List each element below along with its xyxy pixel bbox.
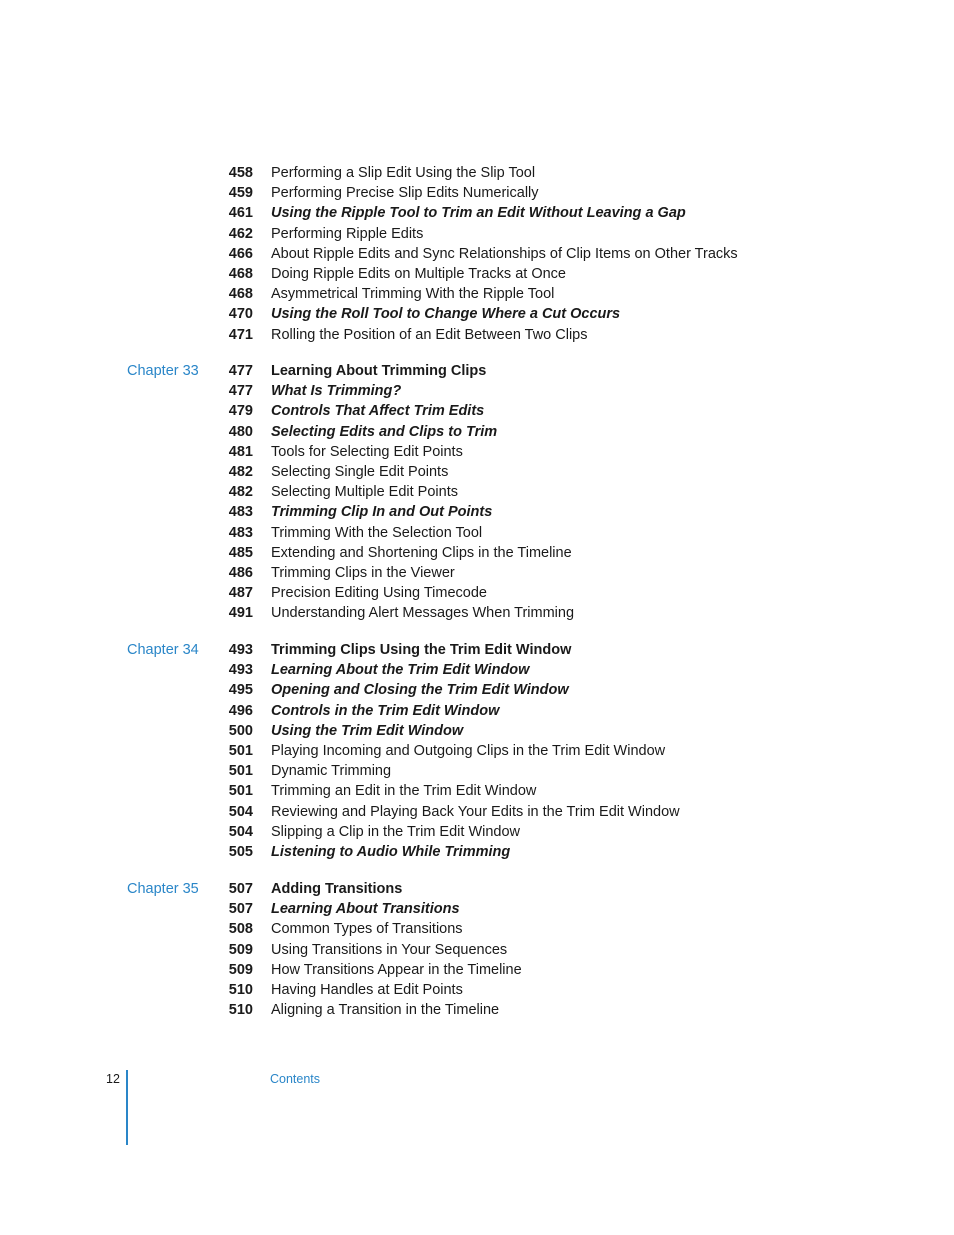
toc-page-number: 501 — [228, 783, 253, 800]
toc-entry-title: Learning About Trimming Clips — [271, 363, 487, 379]
footer-divider — [126, 1070, 128, 1145]
toc-entry-title: Selecting Multiple Edit Points — [271, 484, 458, 501]
toc-page-number: 509 — [228, 941, 253, 958]
toc-page-number: 477 — [228, 383, 253, 400]
toc-page-number: 495 — [228, 682, 253, 699]
toc-entry[interactable] — [0, 980, 954, 1000]
toc-entry-title: Dynamic Trimming — [271, 763, 392, 780]
toc-page-number: 462 — [228, 225, 253, 242]
toc-entry[interactable] — [0, 563, 954, 583]
toc-page-number: 477 — [228, 363, 253, 379]
footer-page-number: 12 — [106, 1072, 120, 1086]
toc-entry[interactable] — [0, 640, 954, 660]
toc-page-number: 461 — [228, 205, 253, 222]
toc-entry-title: About Ripple Edits and Sync Relationships of Clip Items on Other Tracks — [271, 245, 738, 262]
toc-entry-title: Aligning a Transition in the Timeline — [271, 1002, 500, 1019]
toc-page-number: 507 — [228, 881, 253, 897]
toc-entry[interactable] — [0, 163, 954, 183]
chapter-label[interactable]: Chapter 34 — [127, 642, 199, 658]
toc-page-number: 483 — [228, 524, 253, 541]
toc-entry-title: What Is Trimming? — [271, 383, 402, 400]
toc-page-number: 500 — [228, 722, 253, 739]
toc-entry[interactable] — [0, 761, 954, 781]
toc-entry-title: Controls in the Trim Edit Window — [271, 702, 500, 719]
toc-entry-title: Trimming an Edit in the Trim Edit Window — [271, 783, 537, 800]
toc-entry[interactable] — [0, 442, 954, 462]
toc-entry-title: How Transitions Appear in the Timeline — [271, 961, 522, 978]
toc-entry-title: Listening to Audio While Trimming — [271, 843, 511, 860]
footer-section-title: Contents — [270, 1072, 321, 1086]
toc-page-number: 458 — [228, 165, 253, 181]
toc-page-number: 466 — [228, 245, 253, 262]
toc-entry-title: Performing a Slip Edit Using the Slip Tool — [271, 165, 536, 181]
toc-page-number: 501 — [228, 742, 253, 759]
toc-entry[interactable] — [0, 960, 954, 980]
toc-page-number: 468 — [228, 265, 253, 282]
toc-entry[interactable] — [0, 899, 954, 919]
toc-entry-title: Playing Incoming and Outgoing Clips in the Trim Edit Window — [271, 742, 666, 759]
toc-entry-title: Rolling the Position of an Edit Between Two Clips — [271, 326, 588, 343]
toc-entry[interactable] — [0, 879, 954, 899]
toc-entry-title: Doing Ripple Edits on Multiple Tracks at Once — [271, 265, 566, 282]
toc-entry-title: Trimming Clips Using the Trim Edit Window — [271, 642, 572, 658]
toc-page-number: 486 — [228, 564, 253, 581]
toc-entry-title: Using the Roll Tool to Change Where a Cut Occurs — [271, 306, 621, 323]
toc-page-number: 510 — [228, 981, 253, 998]
toc-page-number: 493 — [228, 662, 253, 679]
toc-entry-title: Common Types of Transitions — [271, 921, 463, 938]
toc-entry-title: Using the Ripple Tool to Trim an Edit Without Leaving a Gap — [271, 205, 686, 222]
toc-entry[interactable] — [0, 721, 954, 741]
toc-entry-title: Performing Precise Slip Edits Numerically — [271, 185, 539, 202]
toc-page-number: 505 — [228, 843, 253, 860]
toc-page-number: 508 — [228, 921, 253, 938]
toc-entry[interactable] — [0, 660, 954, 680]
chapter-label[interactable]: Chapter 35 — [127, 881, 199, 897]
toc-entry[interactable] — [0, 701, 954, 721]
toc-entry-title: Having Handles at Edit Points — [271, 981, 463, 998]
chapter-label[interactable]: Chapter 33 — [127, 363, 199, 379]
toc-entry-title: Understanding Alert Messages When Trimming — [271, 605, 575, 622]
toc-entry[interactable] — [0, 401, 954, 421]
toc-page-number: 480 — [228, 423, 253, 440]
toc-entry[interactable] — [0, 284, 954, 304]
toc-page-number: 487 — [228, 585, 253, 602]
toc-page-number: 479 — [228, 403, 253, 420]
toc-page-number: 482 — [228, 484, 253, 501]
toc-page-number: 491 — [228, 605, 253, 622]
toc-entry[interactable] — [0, 422, 954, 442]
toc-page-number: 501 — [228, 763, 253, 780]
toc-entry-title: Asymmetrical Trimming With the Ripple Tool — [271, 286, 555, 303]
toc-page-number: 471 — [228, 326, 253, 343]
toc-entry-title: Trimming With the Selection Tool — [271, 524, 483, 541]
toc-entry[interactable] — [0, 919, 954, 939]
toc-entry-title: Opening and Closing the Trim Edit Window — [271, 682, 569, 699]
toc-page-number: 507 — [228, 901, 253, 918]
toc-entry-title: Trimming Clips in the Viewer — [271, 564, 455, 581]
toc-entry-title: Controls That Affect Trim Edits — [271, 403, 485, 420]
toc-entry[interactable] — [0, 583, 954, 603]
toc-entry-title: Extending and Shortening Clips in the Timeline — [271, 544, 572, 561]
toc-page-number: 483 — [228, 504, 253, 521]
toc-entry[interactable] — [0, 523, 954, 543]
toc-group — [0, 640, 954, 862]
toc-entry-title: Reviewing and Playing Back Your Edits in the Trim Edit Window — [271, 803, 680, 820]
toc-entry[interactable] — [0, 842, 954, 862]
toc-entry[interactable] — [0, 741, 954, 761]
toc-group — [0, 361, 954, 623]
toc-entry[interactable] — [0, 381, 954, 401]
toc-entry-title: Selecting Single Edit Points — [271, 463, 449, 480]
toc-entry[interactable] — [0, 822, 954, 842]
toc-entry[interactable] — [0, 502, 954, 522]
toc-page-number: 485 — [228, 544, 253, 561]
toc-page-number: 459 — [228, 185, 253, 202]
toc-entry[interactable] — [0, 1000, 954, 1020]
toc-entry[interactable] — [0, 264, 954, 284]
toc-entry[interactable] — [0, 325, 954, 345]
toc-entry-title: Using Transitions in Your Sequences — [271, 941, 508, 958]
toc-entry[interactable] — [0, 304, 954, 324]
toc-page-number: 482 — [228, 463, 253, 480]
toc-entry[interactable] — [0, 781, 954, 801]
toc-entry-title: Using the Trim Edit Window — [271, 722, 464, 739]
toc-entry[interactable] — [0, 482, 954, 502]
toc-entry[interactable] — [0, 543, 954, 563]
toc-page-number: 481 — [228, 443, 253, 460]
toc-entry-title: Learning About Transitions — [271, 901, 460, 918]
toc-group — [0, 163, 954, 345]
toc-entry-title: Trimming Clip In and Out Points — [271, 504, 493, 521]
toc-entry-title: Precision Editing Using Timecode — [271, 585, 487, 602]
toc-page-number: 496 — [228, 702, 253, 719]
toc-entry-title: Selecting Edits and Clips to Trim — [271, 423, 498, 440]
toc-entry[interactable] — [0, 603, 954, 623]
toc-page-number: 468 — [228, 286, 253, 303]
toc-entry[interactable] — [0, 244, 954, 264]
toc-entry[interactable] — [0, 462, 954, 482]
toc-page-number: 493 — [228, 642, 253, 658]
toc-entry[interactable] — [0, 203, 954, 223]
toc-entry[interactable] — [0, 680, 954, 700]
toc-entry[interactable] — [0, 361, 954, 381]
toc-page-number: 510 — [228, 1002, 253, 1019]
toc-page-number: 504 — [228, 803, 253, 820]
toc-entry-title: Learning About the Trim Edit Window — [271, 662, 530, 679]
toc-entry-title: Tools for Selecting Edit Points — [271, 443, 463, 460]
toc-group — [0, 879, 954, 1020]
toc-entry[interactable] — [0, 940, 954, 960]
toc-entry[interactable] — [0, 183, 954, 203]
toc-entry[interactable] — [0, 224, 954, 244]
toc-page-number: 504 — [228, 823, 253, 840]
toc-page-number: 509 — [228, 961, 253, 978]
toc-entry[interactable] — [0, 802, 954, 822]
toc-entry-title: Performing Ripple Edits — [271, 225, 424, 242]
toc-page-number: 470 — [228, 306, 253, 323]
toc-entry-title: Slipping a Clip in the Trim Edit Window — [271, 823, 521, 840]
toc-entry-title: Adding Transitions — [271, 881, 403, 897]
